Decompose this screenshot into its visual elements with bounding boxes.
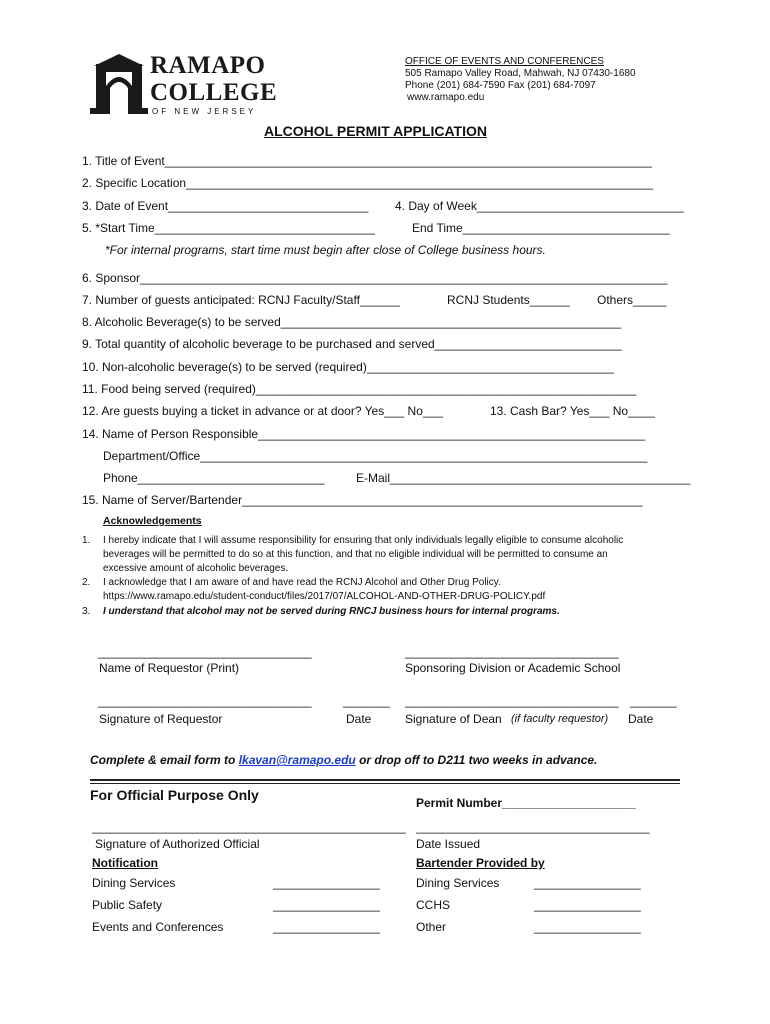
ack-number-1: 1. xyxy=(82,535,91,546)
notify-public-safety-label: Public Safety xyxy=(92,898,163,912)
field-sponsor[interactable]: 6. Sponsor_______________________________________________________________________________ xyxy=(82,271,668,285)
ack-item-3: I understand that alcohol may not be served during RNCJ business hours for internal programs. xyxy=(103,606,560,617)
ack-item-2-line-2[interactable]: https://www.ramapo.edu/student-conduct/files/2017/07/ALCOHOL-AND-OTHER-DRUG-POLICY.pdf xyxy=(103,591,546,602)
bartender-cchs-blank[interactable]: ________________ xyxy=(534,898,641,912)
ack-item-1-line-2: beverages will be permitted to do so at this function, and that no eligible individual will be permitted to consume an xyxy=(103,549,608,560)
ack-item-2-line-1: I acknowledge that I am aware of and have read the RCNJ Alcohol and Other Drug Policy. xyxy=(103,577,501,588)
permit-number-field[interactable]: Permit Number____________________ xyxy=(416,796,636,810)
date-right-line[interactable]: _______ xyxy=(630,694,677,708)
field-guests-students[interactable]: RCNJ Students______ xyxy=(447,293,570,307)
email-link[interactable]: lkavan@ramapo.edu xyxy=(238,753,356,767)
date-left-label: Date xyxy=(346,712,372,726)
gate-arch-icon xyxy=(90,52,148,114)
divider-top xyxy=(90,779,680,781)
ack-item-1-line-1: I hereby indicate that I will assume responsibility for ensuring that only individuals legally eligible to consume alcoholic xyxy=(103,535,624,546)
authorized-official-label: Signature of Authorized Official xyxy=(95,837,260,851)
office-web: www.ramapo.edu xyxy=(407,92,485,103)
field-guests-faculty[interactable]: 7. Number of guests anticipated: RCNJ Faculty/Staff______ xyxy=(82,293,400,307)
submit-prefix: Complete & email form to xyxy=(90,753,239,767)
field-start-time[interactable]: 5. *Start Time_________________________________ xyxy=(82,221,375,235)
signature-dean-label: Signature of Dean xyxy=(405,712,502,726)
field-non-alcoholic[interactable]: 10. Non-alcoholic beverage(s) to be served (required)_____________________________________ xyxy=(82,360,614,374)
signature-requestor-label: Signature of Requestor xyxy=(99,712,223,726)
date-issued-label: Date Issued xyxy=(416,837,481,851)
notification-heading: Notification xyxy=(92,856,158,870)
office-name: OFFICE OF EVENTS AND CONFERENCES xyxy=(405,56,604,67)
field-alcoholic-beverages[interactable]: 8. Alcoholic Beverage(s) to be served___________________________________________________ xyxy=(82,315,622,329)
logo-word-college: COLLEGE xyxy=(150,79,278,106)
field-phone[interactable]: Phone____________________________ xyxy=(103,471,325,485)
notify-public-safety-blank[interactable]: ________________ xyxy=(273,898,380,912)
date-left-line[interactable]: _______ xyxy=(343,694,390,708)
if-faculty-note: (if faculty requestor) xyxy=(511,713,609,725)
bartender-other-label: Other xyxy=(416,920,447,934)
start-time-note: *For internal programs, start time must begin after close of College business hours. xyxy=(105,243,546,257)
ack-heading: Acknowledgements xyxy=(103,515,202,527)
submit-suffix: or drop off to D211 two weeks in advance. xyxy=(355,753,598,767)
logo-word-ramapo: RAMAPO xyxy=(150,52,266,79)
field-server-bartender[interactable]: 15. Name of Server/Bartender____________________________________________________________ xyxy=(82,493,643,507)
field-person-responsible[interactable]: 14. Name of Person Responsible__________________________________________________________ xyxy=(82,427,646,441)
field-day-of-week[interactable]: 4. Day of Week_______________________________ xyxy=(395,199,684,213)
notify-dining-label: Dining Services xyxy=(92,876,176,890)
notify-events-blank[interactable]: ________________ xyxy=(273,920,380,934)
office-address: 505 Ramapo Valley Road, Mahwah, NJ 07430-1680 xyxy=(405,68,636,79)
field-title-of-event[interactable]: 1. Title of Event_________________________________________________________________________ xyxy=(82,154,652,168)
ack-number-3: 3. xyxy=(82,606,91,617)
signature-requestor-line[interactable]: ________________________________ xyxy=(98,694,312,708)
field-department[interactable]: Department/Office___________________________________________________________________ xyxy=(103,449,648,463)
logo-word-nj: OF NEW JERSEY xyxy=(152,107,257,116)
bartender-other-blank[interactable]: ________________ xyxy=(534,920,641,934)
bartender-dining-blank[interactable]: ________________ xyxy=(534,876,641,890)
bartender-cchs-label: CCHS xyxy=(416,898,451,912)
ack-item-1-line-3: excessive amount of alcoholic beverages. xyxy=(103,563,289,574)
bartender-dining-label: Dining Services xyxy=(416,876,500,890)
notify-events-label: Events and Conferences xyxy=(92,920,224,934)
submit-instruction xyxy=(90,753,597,767)
date-issued-line[interactable]: ___________________________________ xyxy=(416,820,650,834)
field-email[interactable]: E-Mail_____________________________________________ xyxy=(356,471,691,485)
sponsoring-line[interactable]: ________________________________ xyxy=(405,645,619,659)
name-of-requestor-label: Name of Requestor (Print) xyxy=(99,661,240,675)
field-food[interactable]: 11. Food being served (required)_________________________________________________________ xyxy=(82,382,637,396)
authorized-official-line[interactable]: _______________________________________________ xyxy=(92,820,406,834)
bartender-heading: Bartender Provided by xyxy=(416,856,545,870)
ack-number-2: 2. xyxy=(82,577,91,588)
college-logo xyxy=(90,52,278,122)
divider-bottom xyxy=(90,783,680,784)
field-specific-location[interactable]: 2. Specific Location______________________________________________________________________ xyxy=(82,176,654,190)
notify-dining-blank[interactable]: ________________ xyxy=(273,876,380,890)
official-heading: For Official Purpose Only xyxy=(90,787,259,803)
field-total-quantity[interactable]: 9. Total quantity of alcoholic beverage to be purchased and served____________________________ xyxy=(82,337,622,351)
sponsoring-division-label: Sponsoring Division or Academic School xyxy=(405,661,621,675)
field-cash-bar[interactable]: 13. Cash Bar? Yes___ No____ xyxy=(490,404,655,418)
field-ticket[interactable]: 12. Are guests buying a ticket in advance or at door? Yes___ No___ xyxy=(82,404,443,418)
date-right-label: Date xyxy=(628,712,654,726)
signature-dean-line[interactable]: ________________________________ xyxy=(405,694,619,708)
office-phone-fax: Phone (201) 684-7590 Fax (201) 684-7097 xyxy=(405,80,596,91)
field-guests-others[interactable]: Others_____ xyxy=(597,293,667,307)
page-title: ALCOHOL PERMIT APPLICATION xyxy=(264,123,487,139)
field-end-time[interactable]: End Time_______________________________ xyxy=(412,221,670,235)
field-date-of-event[interactable]: 3. Date of Event______________________________ xyxy=(82,199,369,213)
name-print-line[interactable]: ________________________________ xyxy=(98,645,312,659)
